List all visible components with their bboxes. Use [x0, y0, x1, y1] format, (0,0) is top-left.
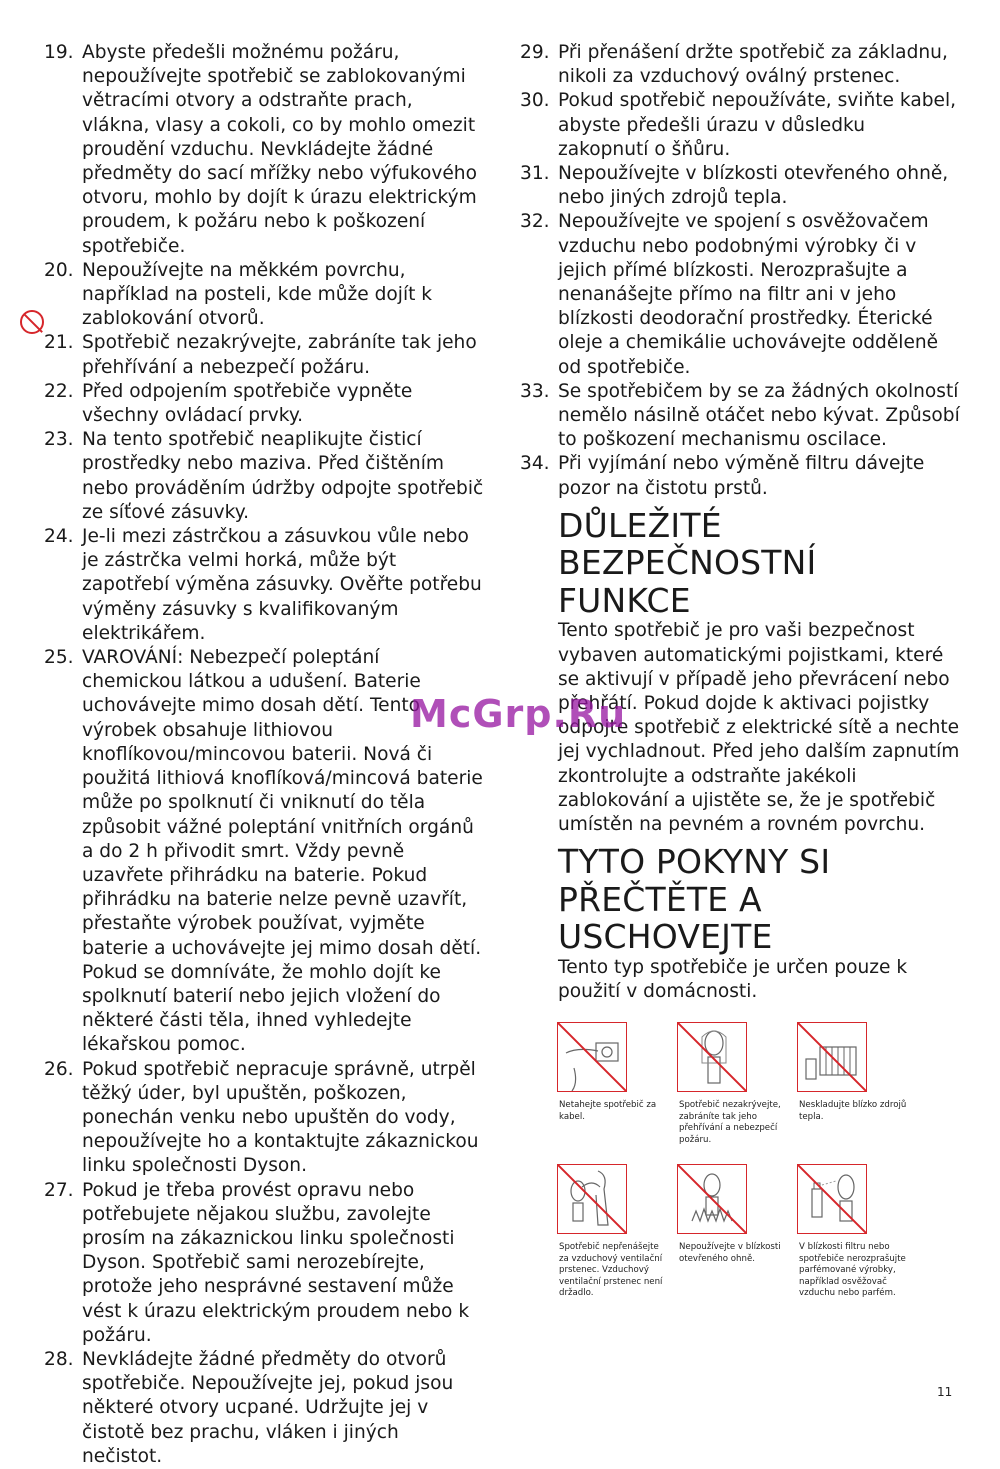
list-item	[520, 89, 960, 162]
keep-instructions-heading	[558, 843, 960, 956]
item-text: Nepoužívejte v blízkosti otevřeného ohně, nebo jiných zdrojů tepla.	[558, 163, 949, 209]
open-flame-prohibited-icon	[678, 1165, 746, 1233]
item-number: 29.	[520, 42, 550, 63]
heading-line: FUNKCE	[558, 580, 691, 620]
safety-features-text: Tento spotřebič je pro vaši bezpečnost vybaven automatickými pojistkami, které se aktivují v případě jeho převrácení nebo přehřátí. Pokud dojde k aktivaci pojistky odpojte spotřebič z elektrické sítě a nechte jej vychladnout. Před jeho dalším zapnutím zkontrolujte a odstraňte jakékoli zablokování a ujistěte se, že je spotřebič umístěn na pevném a rovném povrchu.	[558, 620, 960, 835]
item-number: 34.	[520, 453, 550, 475]
pictogram-carry-by-ring	[557, 1164, 667, 1300]
list-item	[44, 380, 484, 428]
item-number: 20.	[44, 259, 74, 281]
item-text: Při přenášení držte spotřebič za základnu, nikoli za vzduchový oválný prstenec.	[558, 42, 948, 88]
list-item	[44, 1348, 484, 1469]
item-number: 23.	[44, 429, 74, 451]
list-item	[44, 259, 484, 332]
item-number: 28.	[44, 1348, 74, 1370]
item-text: Abyste předešli možnému požáru, nepoužívejte spotřebič se zablokovanými větracími otvory a odstraňte prach, vlákna, vlasy a cokoli, co by mohlo omezit proudění vzduchu. Nevkládejte žádné předměty do sací mřížky nebo výfukového otvoru, mohlo by dojít k úrazu elektrickým proudem, k požáru nebo k poškození spotřebiče.	[82, 42, 477, 257]
list-item	[520, 210, 960, 379]
item-text: Před odpojením spotřebiče vypněte všechny ovládací prvky.	[82, 380, 413, 427]
item-number: 22.	[44, 380, 74, 402]
item-number: 26.	[44, 1058, 74, 1080]
pictogram-caption: Netahejte spotřebič za kabel.	[559, 1100, 657, 1122]
cover-appliance-prohibited-icon	[678, 1023, 746, 1091]
pictogram-caption: Spotřebič nepřenášejte za vzduchový ventilační prstenec. Vzduchový ventilační prstenec není držadlo.	[559, 1242, 663, 1298]
left-column	[44, 41, 484, 1469]
item-number: 24.	[44, 526, 74, 548]
pictogram-caption: Nepoužívejte v blízkosti otevřeného ohně.	[679, 1242, 781, 1264]
item-number: 25.	[44, 647, 74, 669]
pictogram-pull-cable	[557, 1022, 667, 1123]
item-text: VAROVÁNÍ: Nebezpečí poleptání chemickou látkou a udušení. Baterie uchovávejte mimo dosah dětí. Tento výrobek obsahuje lithiovou knoflíkovou/mincovou baterii. Nová či použitá lithiová knoflíková/mincová baterie může po spolknutí či vniknutí do těla způsobit vážné poleptání vnitřních orgánů a do 2 h přivodit smrt. Vždy pevně uzavřete přihrádku na baterie. Pokud přihrádku na baterie nelze pevně uzavřít, přestaňte výrobek používat, vyjměte baterie a uchovávejte jej mimo dosah dětí. Pokud se domníváte, že mohlo dojít ke spolknutí baterií nebo jejich vložení do některé části těla, ihned vyhledejte lékařskou pomoc.	[82, 647, 483, 1056]
item-text: Nepoužívejte ve spojení s osvěžovačem vzduchu nebo podobnými výrobky či v jejich přímé blízkosti. Nerozprašujte a nenanášejte přímo na filtr ani v jeho blízkosti deodorační prostředky. Éterické oleje a chemikálie uchovávejte odděleně od spotřebiče.	[558, 211, 939, 378]
item-number: 27.	[44, 1179, 74, 1201]
item-text: Nevkládejte žádné předměty do otvorů spotřebiče. Nepoužívejte jej, pokud jsou některé otvory ucpané. Udržujte jej v čistotě bez prachu, vláken i jiných nečistot.	[82, 1348, 454, 1467]
pictogram-caption: Spotřebič nezakrývejte, zabráníte tak jeho přehřívání a nebezpečí požáru.	[679, 1100, 781, 1145]
pull-cable-prohibited-icon	[558, 1023, 626, 1091]
list-item	[44, 1058, 484, 1179]
pictogram-heat-source	[797, 1022, 907, 1123]
safety-list-right	[520, 41, 960, 501]
item-number: 21.	[44, 332, 74, 354]
heading-line: DŮLEŽITÉ	[558, 505, 722, 545]
pictogram-caption: V blízkosti filtru nebo spotřebiče nerozprašujte parfémované výrobky, například osvěžovač vzduchu nebo parfém.	[799, 1242, 906, 1298]
heading-line: USCHOVEJTE	[558, 917, 773, 957]
list-item	[44, 331, 484, 379]
list-item	[44, 1179, 484, 1348]
item-text: Pokud spotřebič nepracuje správně, utrpěl těžký úder, byl upuštěn, poškozen, ponechán venku nebo upuštěn do vody, nepoužívejte ho a kontaktujte zákaznickou linku společnosti Dyson.	[82, 1058, 479, 1177]
safety-list-left	[44, 41, 484, 1469]
item-number: 33.	[520, 380, 550, 402]
cover-prohibited-icon	[20, 310, 44, 334]
list-item	[44, 525, 484, 646]
list-item	[520, 41, 960, 89]
item-number: 30.	[520, 90, 550, 112]
item-text: Je-li mezi zástrčkou a zásuvkou vůle nebo je zástrčka velmi horká, může být zapotřebí výměna zásuvky. Ověřte potřebu výměny zásuvky s kvalifikovaným elektrikářem.	[82, 526, 482, 644]
item-number: 19.	[44, 42, 74, 63]
item-text: Na tento spotřebič neaplikujte čisticí prostředky nebo maziva. Před čištěním nebo prováděním údržby odpojte spotřebič ze síťové zásuvky.	[82, 429, 484, 523]
watermark: McGrp.Ru	[410, 692, 627, 736]
spray-prohibited-icon	[798, 1165, 866, 1233]
pictogram-cover-appliance	[677, 1022, 787, 1146]
item-text: Při vyjímání nebo výměně filtru dávejte pozor na čistotu prstů.	[558, 453, 925, 499]
item-text: Pokud spotřebič nepoužíváte, sviňte kabel, abyste předešli úrazu v důsledku zakopnutí o šňůru.	[558, 90, 957, 160]
list-item	[44, 41, 484, 259]
domestic-use-text: Tento typ spotřebiče je určen pouze k použití v domácnosti.	[558, 956, 908, 1002]
list-item	[520, 162, 960, 210]
item-text: Nepoužívejte na měkkém povrchu, například na posteli, kde může dojít k zablokování otvorů.	[82, 259, 433, 330]
page-number: 11	[937, 1385, 953, 1399]
heading-line: BEZPEČNOSTNÍ	[558, 543, 817, 583]
item-text: Se spotřebičem by se za žádných okolností nemělo násilně otáčet nebo kývat. Způsobí to poškození mechanismu oscilace.	[558, 380, 960, 451]
item-text: Pokud je třeba provést opravu nebo potřebujete nějakou službu, zavolejte prosím na zákaznickou linku společnosti Dyson. Spotřebič sami nerozebírejte, protože jeho nesprávné sestavení může vést k úrazu elektrickým proudem nebo k požáru.	[82, 1179, 470, 1346]
pictogram-caption: Neskladujte blízko zdrojů tepla.	[799, 1100, 907, 1122]
list-item	[520, 452, 960, 500]
item-number: 32.	[520, 211, 550, 233]
right-column	[520, 41, 960, 1004]
pictogram-open-flame	[677, 1164, 787, 1265]
item-number: 31.	[520, 163, 550, 185]
safety-features-heading	[558, 507, 960, 620]
heat-source-prohibited-icon	[798, 1023, 866, 1091]
pictogram-spray	[797, 1164, 907, 1300]
heading-line: TYTO POKYNY SI	[558, 842, 831, 882]
list-item	[44, 428, 484, 525]
list-item	[520, 380, 960, 453]
item-text: Spotřebič nezakrývejte, zabráníte tak jeho přehřívání a nebezpečí požáru.	[82, 332, 477, 378]
carry-by-ring-prohibited-icon	[558, 1165, 626, 1233]
heading-line: PŘEČTĚTE A	[558, 879, 762, 919]
